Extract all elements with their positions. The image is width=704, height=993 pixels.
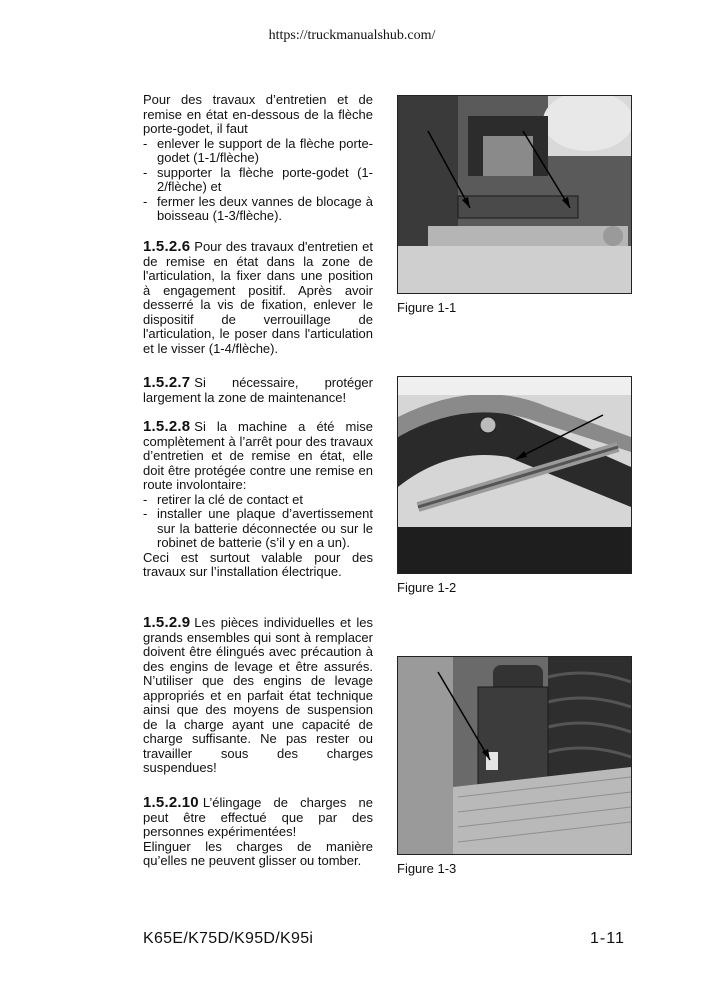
- footer-model: K65E/K75D/K95D/K95i: [143, 930, 314, 947]
- list-item: - fermer les deux vannes de blocage à boisseau (1-3/flèche).: [143, 195, 373, 224]
- list-item: - installer une plaque d’avertissement sur la batterie déconnectée ou sur le robinet de batterie (s’il y en a un).: [143, 507, 373, 551]
- section-number: 1.5.2.9: [143, 614, 191, 631]
- section-number: 1.5.2.8: [143, 418, 191, 435]
- intro-block: [143, 93, 373, 224]
- section-1-5-2-10: [143, 796, 373, 869]
- section-text: Si la machine a été mise complètement à l’arrêt pour des travaux d’entretien et de remise en état, elle doit être protégée contre une remise en route involontaire:: [143, 419, 373, 492]
- section-number: 1.5.2.7: [143, 374, 191, 391]
- section-text: L’élingage de charges ne peut être effectué que par des personnes expérimentées!: [143, 795, 373, 839]
- section-text: Si nécessaire, protéger largement la zone de maintenance!: [143, 375, 373, 405]
- list-item: - supporter la flèche porte-godet (1-2/flèche) et: [143, 166, 373, 195]
- section-text: Les pièces individuelles et les grands ensembles qui sont à remplacer doivent être élingués avec précaution à des engins de levage et être assurés. N’utiliser que des engins de levage appropriés et en parfait état technique ainsi que des moyens de suspension de la charge ayant une capacité de charge suffisante. Ne pas rester ou travailler sous des charges suspendues!: [143, 615, 373, 775]
- list-item: - retirer la clé de contact et: [143, 493, 373, 508]
- figure-1-3-photo: [397, 656, 632, 855]
- section-text: Pour des travaux d'entretien et de remise en état dans la zone de l'articulation, la fixer dans une position à engagement positif. Après avoir desserré la vis de fixation, enlever le dispositif de verrouillage de l'articulation, le poser dans l'articulation et le visser (1-4/flèche).: [143, 239, 373, 356]
- figure-1-3-caption: Figure 1-3: [397, 861, 457, 876]
- page-url: https://truckmanualshub.com/: [268, 28, 436, 43]
- section-1-5-2-8: [143, 420, 373, 580]
- intro-list: [143, 137, 373, 224]
- section-1-5-2-6: [143, 240, 373, 356]
- figure-1-1-caption: Figure 1-1: [397, 300, 457, 315]
- intro-text: Pour des travaux d’entretien et de remise en état en-dessous de la flèche porte-godet, il faut: [143, 92, 373, 136]
- section-list: [143, 493, 373, 551]
- section-after-text: Elinguer les charges de manière qu’elles ne peuvent glisser ou tomber.: [143, 838, 373, 868]
- section-1-5-2-7: [143, 376, 373, 405]
- figure-1-2-caption: Figure 1-2: [397, 580, 457, 595]
- section-number: 1.5.2.10: [143, 794, 199, 811]
- figure-1-1-photo: [397, 95, 632, 294]
- section-after-text: Ceci est surtout valable pour des travaux sur l’installation électrique.: [143, 549, 373, 579]
- list-item: - enlever le support de la flèche porte-godet (1-1/flèche): [143, 137, 373, 166]
- section-1-5-2-9: [143, 616, 373, 776]
- section-number: 1.5.2.6: [143, 238, 191, 255]
- figure-1-2-photo: [397, 376, 632, 574]
- page-number: 1-11: [590, 930, 625, 947]
